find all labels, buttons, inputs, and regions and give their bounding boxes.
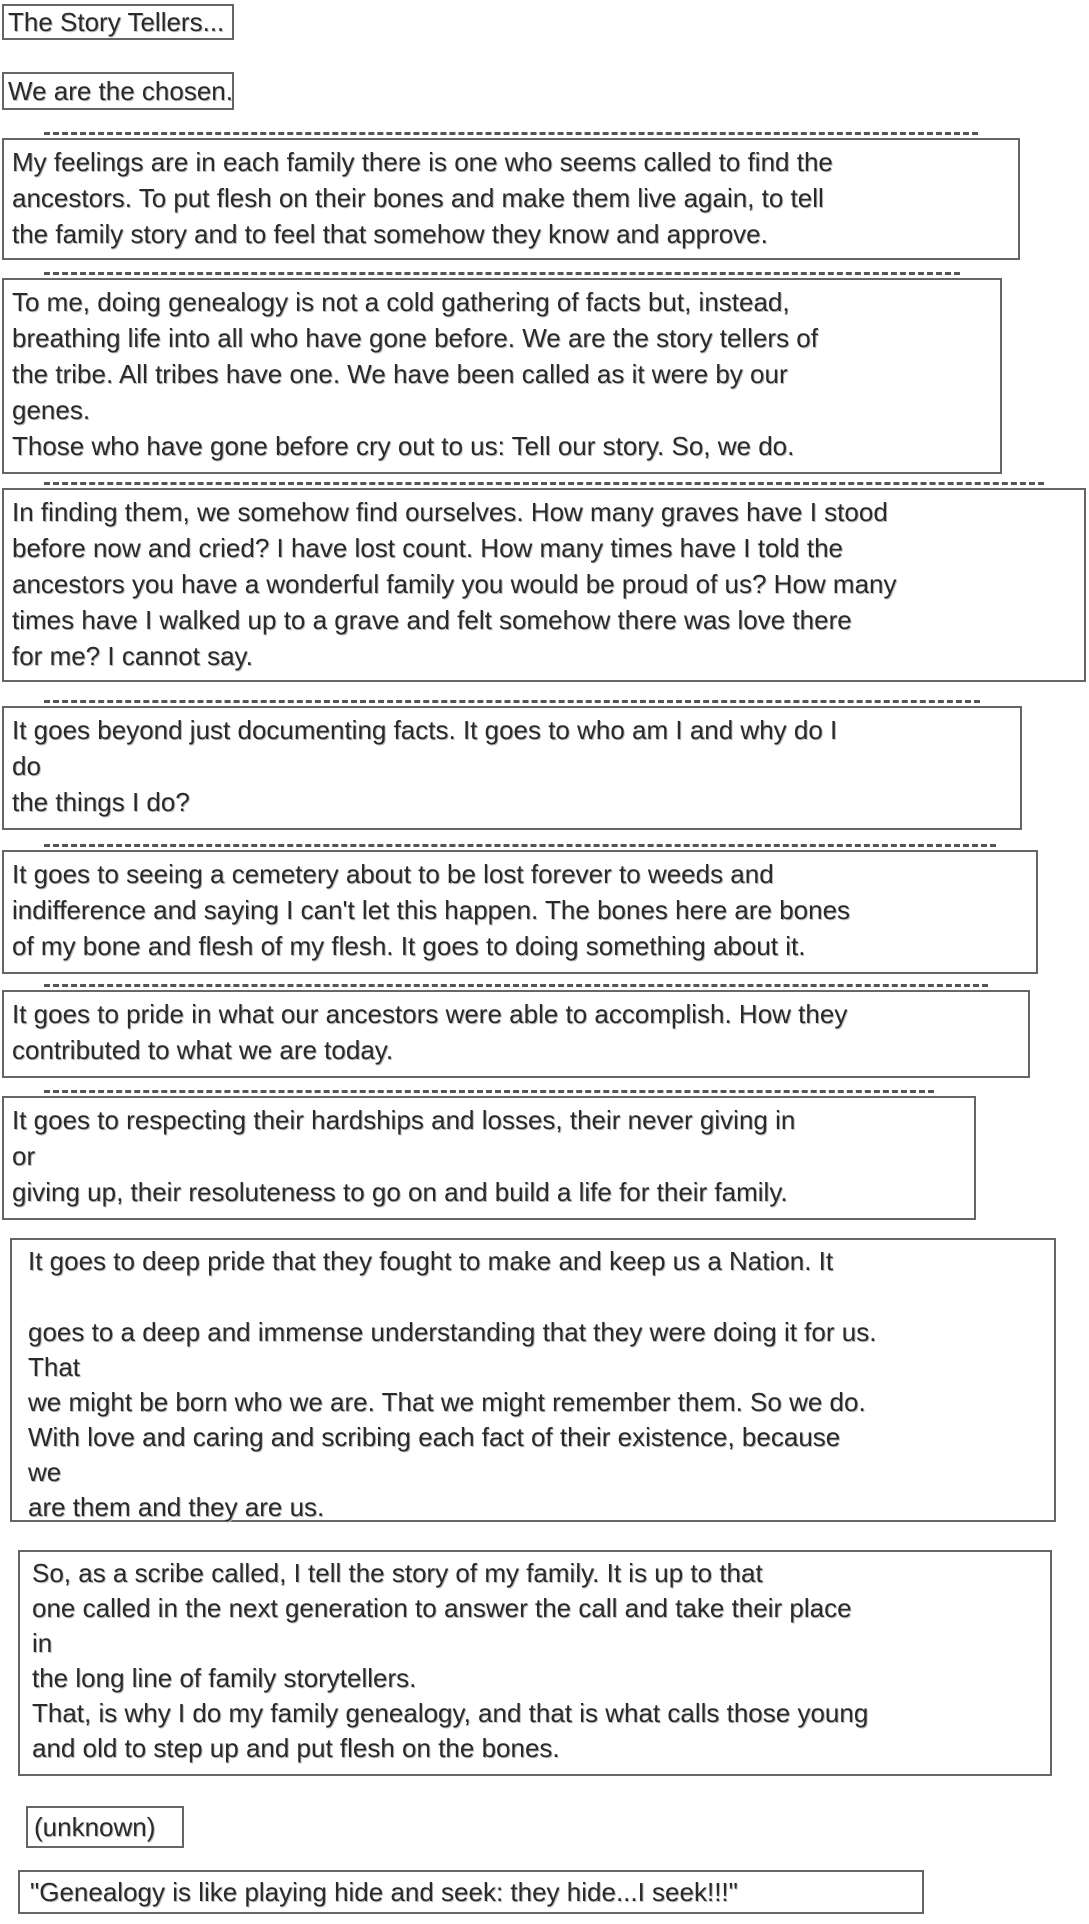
paragraph-2-line-1: To me, doing genealogy is not a cold gathering of facts but, instead,	[12, 287, 790, 317]
paragraph-2-line-3: the tribe. All tribes have one. We have been called as it were by our	[12, 359, 788, 389]
paragraph-2-line-2: breathing life into all who have gone before. We are the story tellers of	[12, 323, 818, 353]
paragraph-2	[2, 278, 1002, 474]
paragraph-3-line-1: In finding them, we somehow find ourselves. How many graves have I stood	[12, 497, 888, 527]
paragraph-2-line-5: Those who have gone before cry out to us: Tell our story. So, we do.	[12, 431, 795, 461]
paragraph-3	[2, 488, 1086, 682]
paragraph-1-line-1: My feelings are in each family there is one who seems called to find the	[12, 147, 833, 177]
paragraph-9-line-3: in	[32, 1628, 53, 1658]
paragraph-5-line-2: indifference and saying I can't let this happen. The bones here are bones	[12, 895, 851, 925]
paragraph-8-gap	[28, 1279, 1046, 1315]
paragraph-4-line-1: It goes beyond just documenting facts. It goes to who am I and why do I	[12, 715, 838, 745]
paragraph-8-line-7: we	[28, 1457, 62, 1487]
paragraph-9-line-5: That, is why I do my family genealogy, and that is what calls those young	[32, 1698, 869, 1728]
paragraph-5	[2, 850, 1038, 974]
paragraph-1-line-2: ancestors. To put flesh on their bones and make them live again, to tell	[12, 183, 824, 213]
paragraph-9-line-2: one called in the next generation to answer the call and take their place	[32, 1593, 852, 1623]
paragraph-7	[2, 1096, 976, 1220]
paragraph-4-line-3: the things I do?	[12, 787, 190, 817]
paragraph-1	[2, 138, 1020, 260]
paragraph-8-line-6: With love and caring and scribing each fact of their existence, because	[28, 1422, 841, 1452]
paragraph-9-line-4: the long line of family storytellers.	[32, 1663, 417, 1693]
paragraph-5-line-3: of my bone and flesh of my flesh. It goes to doing something about it.	[12, 931, 806, 961]
paragraph-7-line-3: giving up, their resoluteness to go on and build a life for their family.	[12, 1177, 788, 1207]
paragraph-4	[2, 706, 1022, 830]
closing-quote: "Genealogy is like playing hide and seek: they hide...I seek!!!"	[18, 1870, 924, 1914]
paragraph-5-line-1: It goes to seeing a cemetery about to be lost forever to weeds and	[12, 859, 774, 889]
paragraph-8-line-8: are them and they are us.	[28, 1492, 325, 1522]
paragraph-9-line-1: So, as a scribe called, I tell the story of my family. It is up to that	[32, 1558, 763, 1588]
paragraph-3-line-5: for me? I cannot say.	[12, 641, 253, 671]
paragraph-3-line-4: times have I walked up to a grave and felt somehow there was love there	[12, 605, 852, 635]
paragraph-8-line-4: That	[28, 1352, 81, 1382]
paragraph-2-line-4: genes.	[12, 395, 91, 425]
paragraph-7-line-2: or	[12, 1141, 36, 1171]
paragraph-6-line-1: It goes to pride in what our ancestors were able to accomplish. How they	[12, 999, 848, 1029]
paragraph-8-line-3: goes to a deep and immense understanding that they were doing it for us.	[28, 1317, 877, 1347]
paragraph-9	[18, 1550, 1052, 1776]
paragraph-8-line-5: we might be born who we are. That we might remember them. So we do.	[28, 1387, 866, 1417]
paragraph-8	[10, 1238, 1056, 1522]
subtitle: We are the chosen.	[2, 72, 234, 110]
paragraph-7-line-1: It goes to respecting their hardships and losses, their never giving in	[12, 1105, 796, 1135]
paragraph-3-line-3: ancestors you have a wonderful family you would be proud of us? How many	[12, 569, 897, 599]
page-title: The Story Tellers...	[2, 4, 234, 40]
attribution: (unknown)	[26, 1806, 184, 1848]
paragraph-9-line-6: and old to step up and put flesh on the bones.	[32, 1733, 560, 1763]
paragraph-6	[2, 990, 1030, 1078]
paragraph-8-line-1: It goes to deep pride that they fought to make and keep us a Nation. It	[28, 1246, 834, 1276]
paragraph-1-line-3: the family story and to feel that somehow they know and approve.	[12, 219, 768, 249]
paragraph-3-line-2: before now and cried? I have lost count. How many times have I told the	[12, 533, 844, 563]
paragraph-4-line-2: do	[12, 751, 41, 781]
paragraph-6-line-2: contributed to what we are today.	[12, 1035, 394, 1065]
